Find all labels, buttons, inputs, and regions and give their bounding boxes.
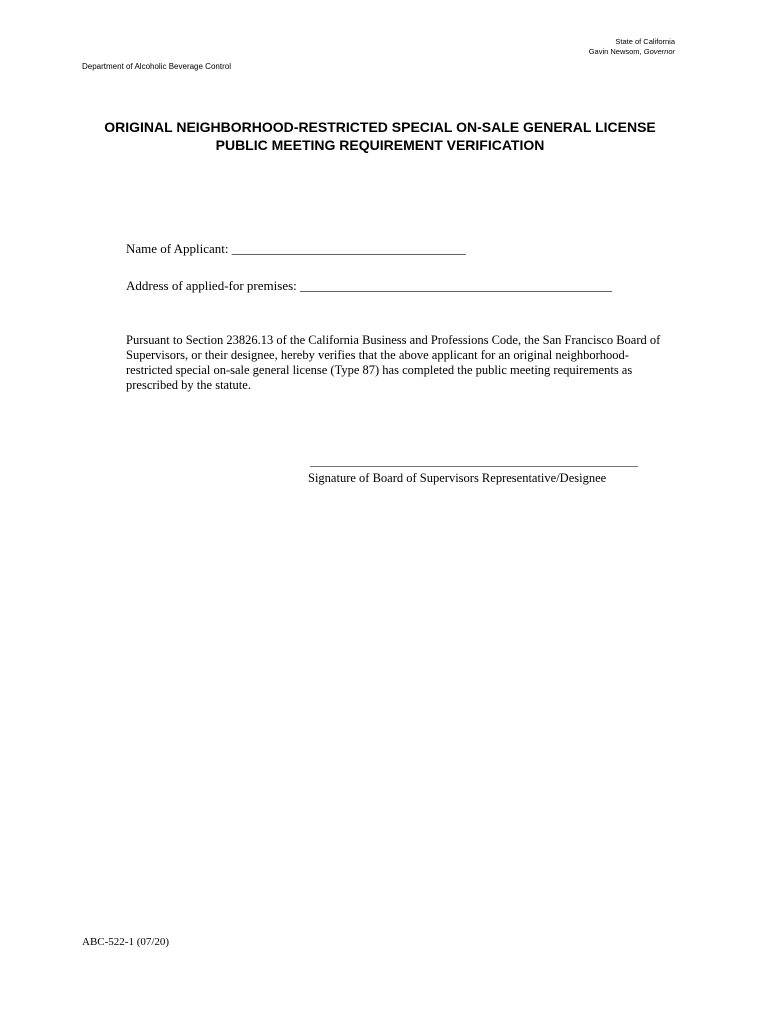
signature-caption: Signature of Board of Supervisors Representative/Designee xyxy=(308,471,607,485)
form-title-line-1: ORIGINAL NEIGHBORHOOD-RESTRICTED SPECIAL ON-SALE GENERAL LICENSE xyxy=(104,119,656,135)
verification-paragraph: Pursuant to Section 23826.13 of the California Business and Professions Code, the San Francisco Board of Supervisors, or their designee, hereby verifies that the above applicant for an original neighborhood-restricted special on-sale general license (Type 87) has completed the public meeting requirements as prescribed by the statute. xyxy=(126,333,661,392)
signature-line[interactable] xyxy=(310,466,638,467)
governor-name: Gavin Newsom, xyxy=(588,47,642,56)
form-code: ABC-522-1 (07/20) xyxy=(82,936,170,948)
governor-line xyxy=(589,47,675,57)
form-title-line-2: PUBLIC MEETING REQUIREMENT VERIFICATION xyxy=(215,137,545,153)
department-name: Department of Alcoholic Beverage Control xyxy=(82,62,231,71)
premises-address-field xyxy=(126,278,612,294)
applicant-name-blank[interactable]: ____________________________________ xyxy=(231,241,466,256)
state-header xyxy=(589,37,675,57)
premises-address-blank[interactable]: ________________________________________________ xyxy=(300,278,613,293)
form-title xyxy=(60,118,700,154)
premises-address-label: Address of applied-for premises: xyxy=(126,278,297,293)
applicant-name-field xyxy=(126,241,466,257)
governor-title: Governor xyxy=(643,47,675,56)
state-name: State of California xyxy=(615,37,675,46)
applicant-name-label: Name of Applicant: xyxy=(126,241,229,256)
